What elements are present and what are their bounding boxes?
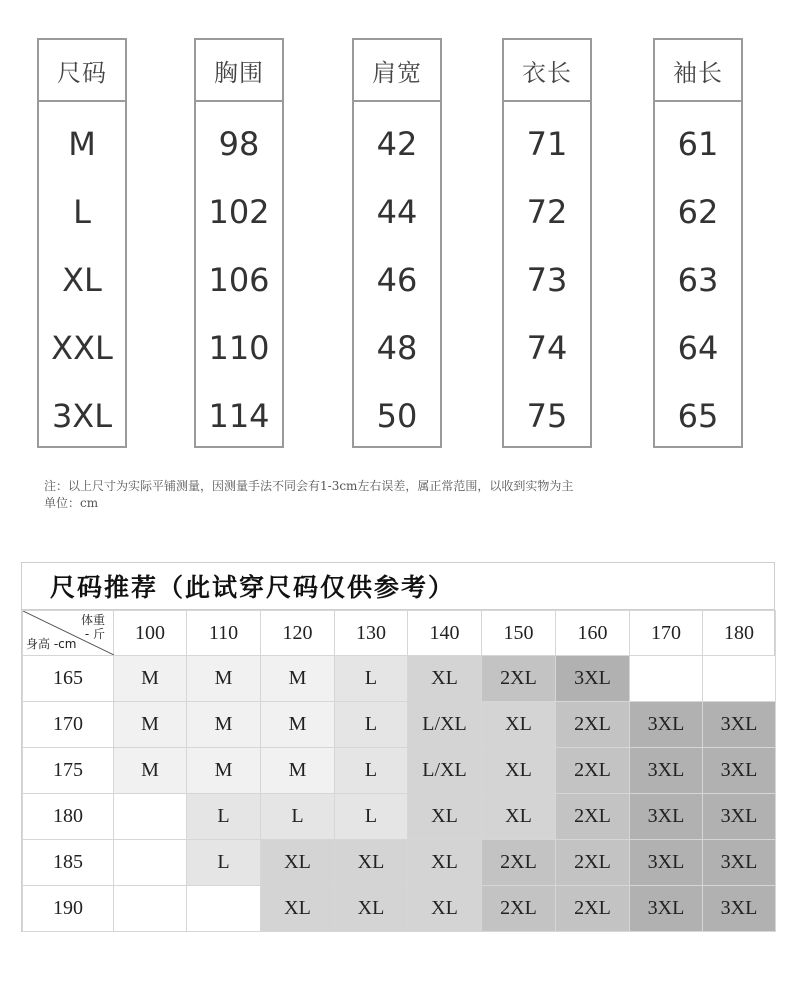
weight-header: 160	[556, 611, 630, 656]
table-row	[23, 794, 776, 840]
size-recommendation-table	[21, 562, 775, 932]
height-axis-label: 身高 -cm	[26, 637, 77, 651]
size-cell	[114, 886, 187, 932]
size-cell: M	[187, 702, 261, 748]
column-value: 102	[208, 193, 270, 231]
weight-header: 110	[187, 611, 261, 656]
column-value: 75	[526, 397, 568, 435]
column-value: 74	[526, 329, 568, 367]
size-cell: 3XL	[630, 748, 703, 794]
size-cell: 3XL	[703, 794, 776, 840]
sleeve-column	[653, 38, 743, 448]
size-cell: XL	[482, 794, 556, 840]
size-column	[37, 38, 127, 448]
size-cell: M	[114, 656, 187, 702]
column-value: 98	[218, 125, 260, 163]
size-cell: XL	[335, 840, 408, 886]
recommendation-title: 尺码推荐（此试穿尺码仅供参考）	[22, 563, 774, 610]
size-cell: M	[114, 748, 187, 794]
size-cell: L	[335, 702, 408, 748]
measurement-note	[44, 478, 764, 512]
size-cell: L/XL	[408, 702, 482, 748]
weight-label: 体重	[80, 613, 105, 627]
size-cell: XL	[482, 748, 556, 794]
size-cell: M	[261, 702, 335, 748]
size-cell: XL	[408, 840, 482, 886]
weight-header: 120	[261, 611, 335, 656]
size-cell: 2XL	[556, 840, 630, 886]
note-line: 注：以上尺寸为实际平铺测量，因测量手法不同会有1-3cm左右误差，属正常范围，以收到实物为主	[44, 479, 574, 493]
column-value: 50	[376, 397, 418, 435]
recommendation-grid	[22, 610, 776, 932]
table-row	[23, 702, 776, 748]
size-cell: 2XL	[482, 840, 556, 886]
chest-column	[194, 38, 284, 448]
size-cell: 3XL	[630, 886, 703, 932]
size-cell: L	[335, 656, 408, 702]
table-row	[23, 748, 776, 794]
size-cell: 2XL	[556, 702, 630, 748]
column-value: 106	[208, 261, 270, 299]
corner-cell	[23, 611, 114, 656]
weight-header: 170	[630, 611, 703, 656]
size-cell: M	[187, 656, 261, 702]
column-value: 73	[526, 261, 568, 299]
size-cell: M	[114, 702, 187, 748]
column-value: 42	[376, 125, 418, 163]
size-cell: XL	[482, 702, 556, 748]
size-cell: 3XL	[630, 794, 703, 840]
size-cell: 2XL	[482, 886, 556, 932]
weight-header: 180	[703, 611, 776, 656]
size-cell	[114, 840, 187, 886]
size-cell: L	[187, 794, 261, 840]
size-cell: XL	[261, 886, 335, 932]
size-cell: 2XL	[482, 656, 556, 702]
size-cell: 3XL	[703, 748, 776, 794]
shoulder-column	[352, 38, 442, 448]
weight-header-row	[23, 611, 776, 656]
size-cell: L	[261, 794, 335, 840]
column-header: 袖长	[655, 40, 741, 102]
size-cell: M	[187, 748, 261, 794]
column-value: 110	[208, 329, 270, 367]
column-value: XXL	[51, 329, 113, 367]
size-cell: 2XL	[556, 886, 630, 932]
height-cell: 185	[23, 840, 114, 886]
column-header: 胸围	[196, 40, 282, 102]
column-value: 114	[208, 397, 270, 435]
table-row	[23, 840, 776, 886]
size-cell: L	[335, 748, 408, 794]
size-cell: 2XL	[556, 794, 630, 840]
weight-header: 100	[114, 611, 187, 656]
size-cell: XL	[408, 794, 482, 840]
column-value: XL	[62, 261, 102, 299]
weight-unit: - 斤	[84, 627, 105, 641]
size-cell	[114, 794, 187, 840]
column-header: 衣长	[504, 40, 590, 102]
weight-header: 140	[408, 611, 482, 656]
size-cell: 3XL	[556, 656, 630, 702]
size-cell: L	[335, 794, 408, 840]
column-value: 62	[677, 193, 719, 231]
weight-header: 150	[482, 611, 556, 656]
table-row	[23, 656, 776, 702]
column-header: 肩宽	[354, 40, 440, 102]
column-header: 尺码	[39, 40, 125, 102]
size-cell: 3XL	[630, 840, 703, 886]
column-value: 3XL	[51, 397, 113, 435]
column-value: 46	[376, 261, 418, 299]
height-cell: 190	[23, 886, 114, 932]
weight-axis-label	[81, 613, 105, 641]
size-cell: L/XL	[408, 748, 482, 794]
size-cell: XL	[335, 886, 408, 932]
size-cell: 3XL	[630, 702, 703, 748]
height-cell: 170	[23, 702, 114, 748]
column-value: 64	[677, 329, 719, 367]
size-cell: XL	[408, 656, 482, 702]
size-cell: L	[187, 840, 261, 886]
size-cell: 3XL	[703, 886, 776, 932]
size-cell: M	[261, 656, 335, 702]
column-value: 61	[677, 125, 719, 163]
size-cell	[703, 656, 776, 702]
size-cell: XL	[408, 886, 482, 932]
height-cell: 165	[23, 656, 114, 702]
height-cell: 180	[23, 794, 114, 840]
size-cell: XL	[261, 840, 335, 886]
size-cell	[187, 886, 261, 932]
column-value: 44	[376, 193, 418, 231]
size-cell: 3XL	[703, 840, 776, 886]
note-unit: 单位：cm	[44, 496, 99, 510]
table-row	[23, 886, 776, 932]
column-value: 63	[677, 261, 719, 299]
size-cell: M	[261, 748, 335, 794]
column-value: 65	[677, 397, 719, 435]
column-value: 48	[376, 329, 418, 367]
column-value: L	[73, 193, 91, 231]
weight-header: 130	[335, 611, 408, 656]
size-cell: 3XL	[703, 702, 776, 748]
size-cell	[630, 656, 703, 702]
length-column	[502, 38, 592, 448]
column-value: 72	[526, 193, 568, 231]
height-cell: 175	[23, 748, 114, 794]
column-value: M	[68, 125, 96, 163]
size-cell: 2XL	[556, 748, 630, 794]
column-value: 71	[526, 125, 568, 163]
